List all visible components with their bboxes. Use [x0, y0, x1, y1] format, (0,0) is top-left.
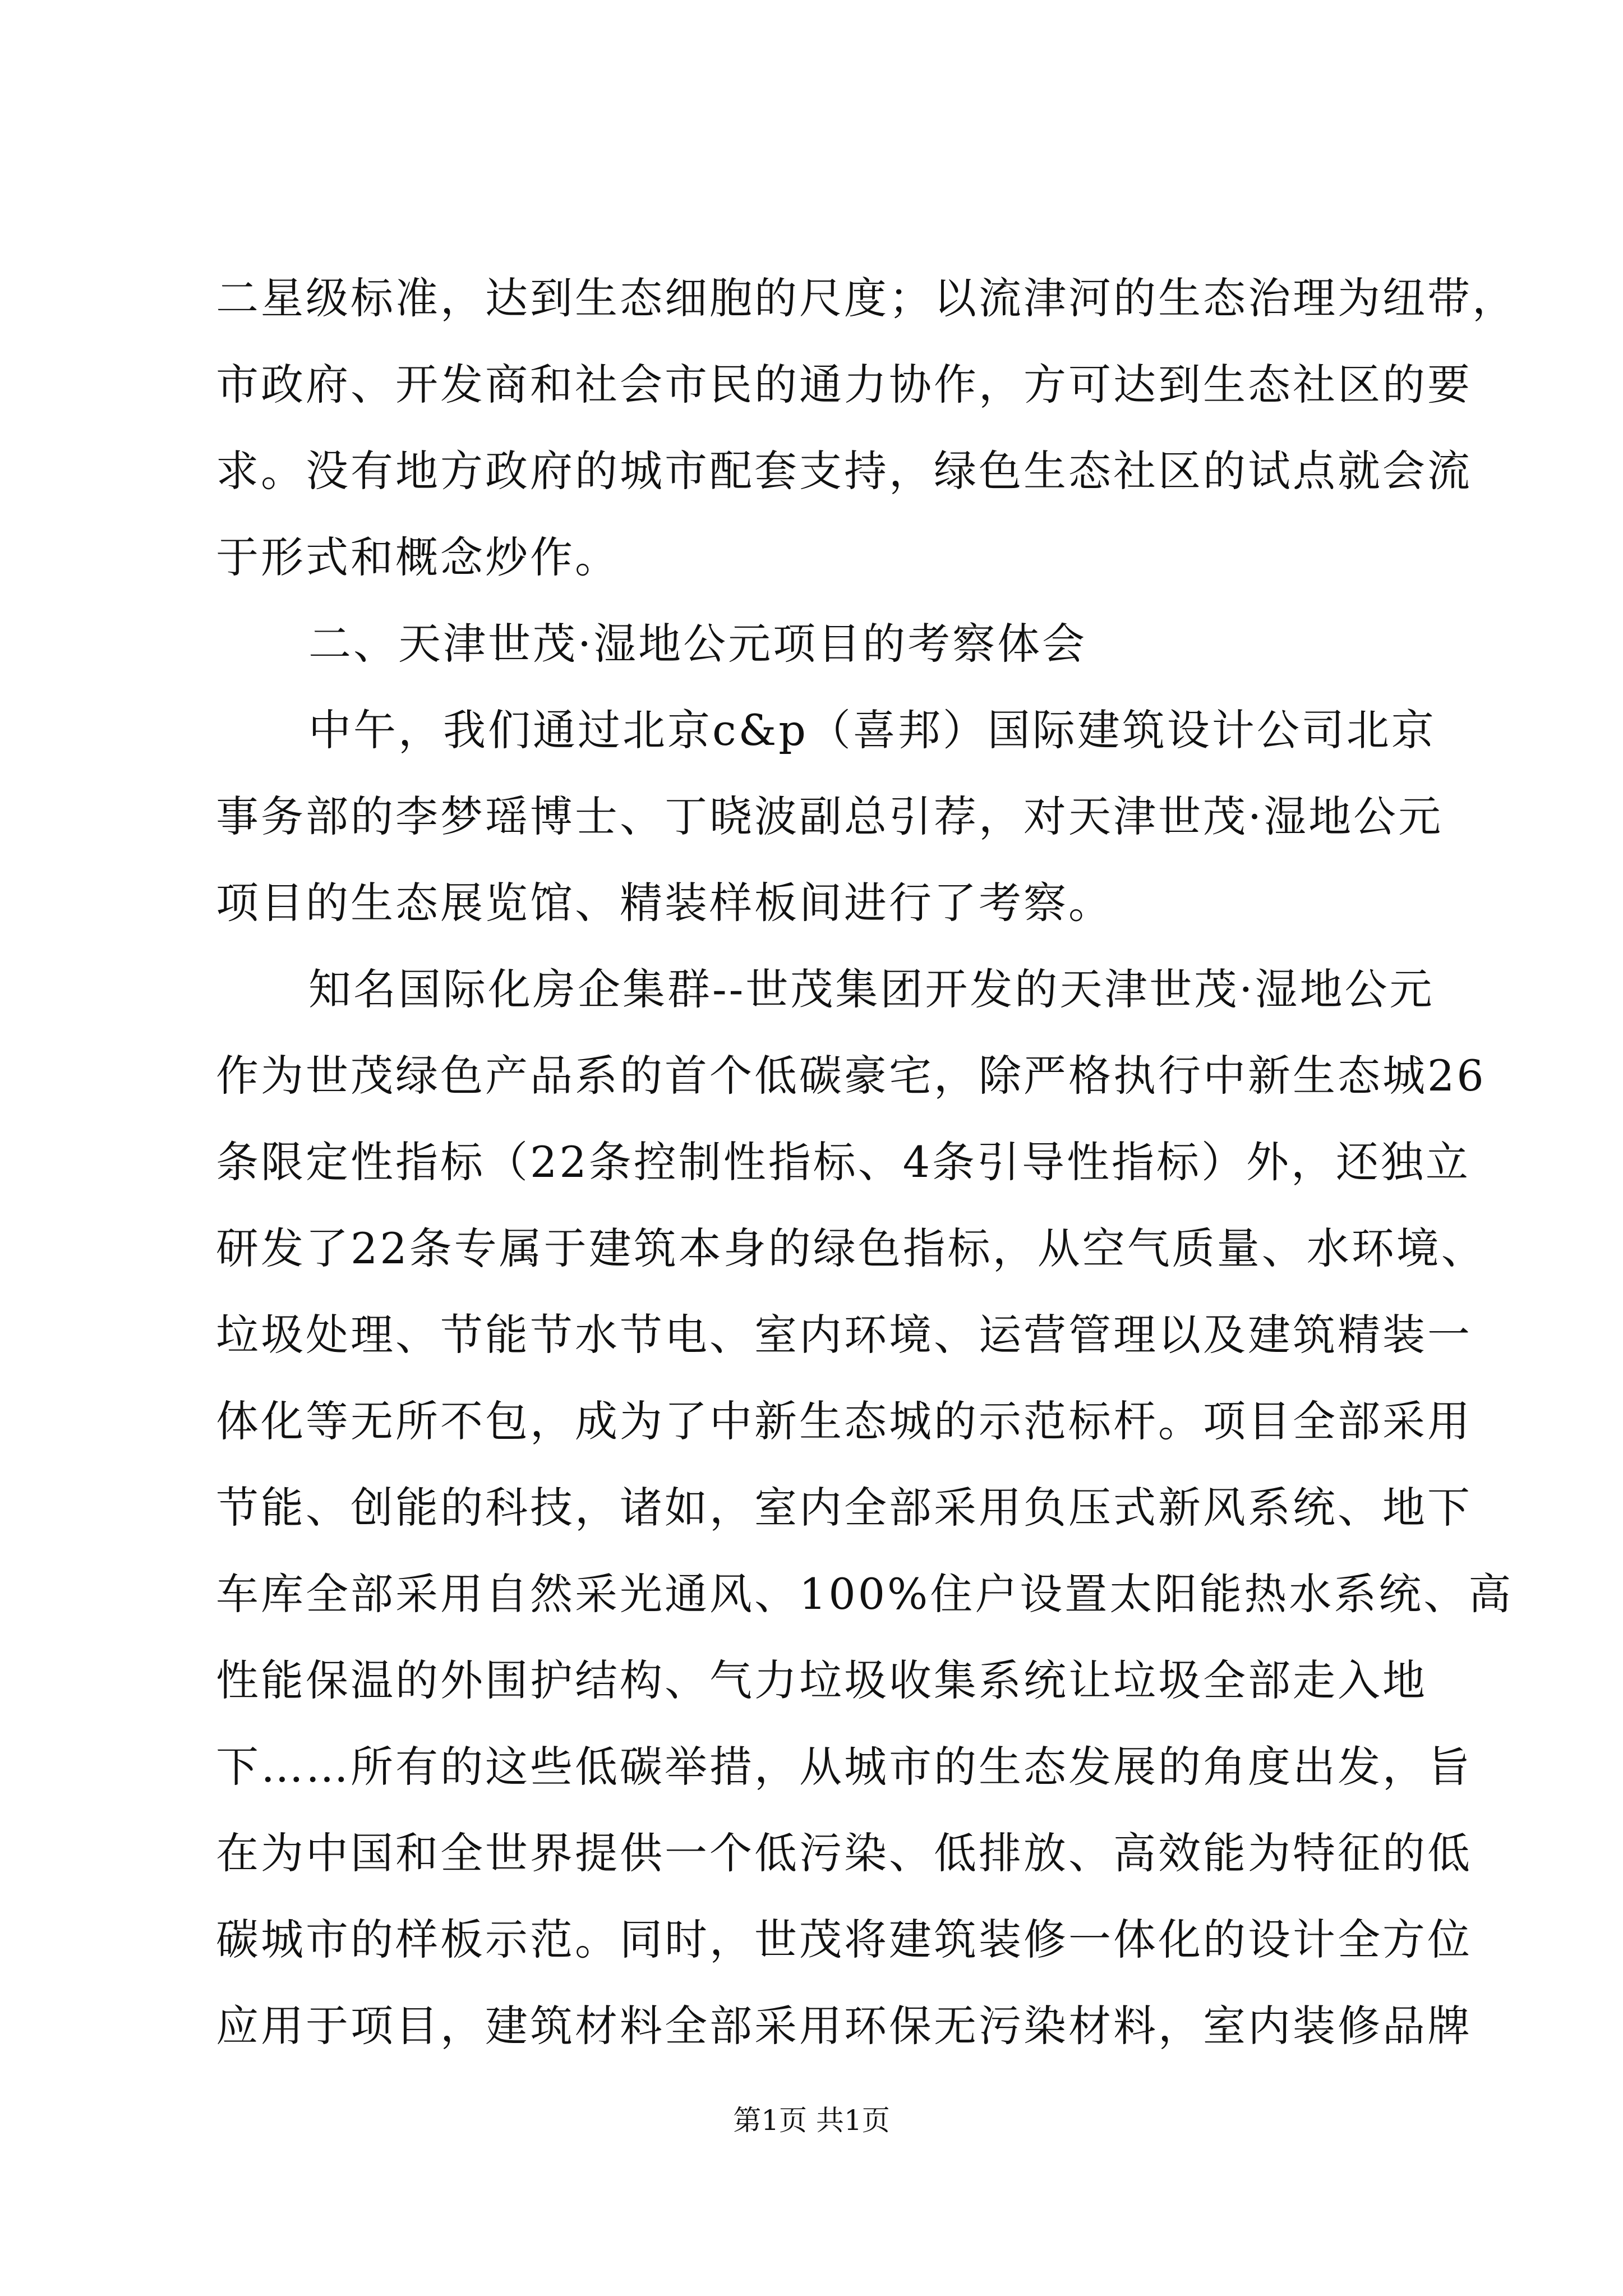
text-line: 节能、创能的科技，诸如，室内全部采用负压式新风系统、地下: [216, 1483, 1472, 1533]
text-line: 垃圾处理、节能节水节电、室内环境、运营管理以及建筑精装一: [216, 1310, 1472, 1360]
text-line: 车库全部采用自然采光通风、100%住户设置太阳能热水系统、高: [216, 1569, 1514, 1619]
section-heading: 二、天津世茂·湿地公元项目的考察体会: [308, 619, 1087, 669]
text-line: 碳城市的样板示范。同时，世茂将建筑装修一体化的设计全方位: [216, 1915, 1472, 1964]
document-body: [216, 255, 1517, 2069]
text-line: 求。没有地方政府的城市配套支持，绿色生态社区的试点就会流: [216, 446, 1472, 496]
text-line: 事务部的李梦瑶博士、丁晓波副总引荐，对天津世茂·湿地公元: [216, 792, 1444, 841]
text-line: 项目的生态展览馆、精装样板间进行了考察。: [216, 878, 1113, 928]
text-line: 市政府、开发商和社会市民的通力协作，方可达到生态社区的要: [216, 360, 1472, 409]
text-line: 知名国际化房企集群--世茂集团开发的天津世茂·湿地公元: [308, 964, 1435, 1014]
text-line: 二星级标准，达到生态细胞的尺度；以流津河的生态治理为纽带，: [216, 273, 1517, 323]
text-line: 作为世茂绿色产品系的首个低碳豪宅，除严格执行中新生态城26: [216, 1051, 1486, 1101]
text-line: 在为中国和全世界提供一个低污染、低排放、高效能为特征的低: [216, 1828, 1472, 1878]
text-line: 下……所有的这些低碳举措，从城市的生态发展的角度出发，旨: [216, 1742, 1472, 1792]
text-line: 于形式和概念炒作。: [216, 532, 620, 582]
text-line: 性能保温的外围护结构、气力垃圾收集系统让垃圾全部走入地: [216, 1655, 1427, 1705]
page-number-footer: 第1页 共1页: [733, 2104, 890, 2137]
text-line: 中午，我们通过北京c&p（喜邦）国际建筑设计公司北京: [308, 705, 1436, 755]
text-line: 条限定性指标（22条控制性指标、4条引导性指标）外，还独立: [216, 1137, 1471, 1187]
text-line: 体化等无所不包，成为了中新生态城的示范标杆。项目全部采用: [216, 1396, 1472, 1446]
text-line: 应用于项目，建筑材料全部采用环保无污染材料，室内装修品牌: [216, 2001, 1472, 2051]
text-line: 研发了22条专属于建筑本身的绿色指标，从空气质量、水环境、: [216, 1223, 1486, 1273]
